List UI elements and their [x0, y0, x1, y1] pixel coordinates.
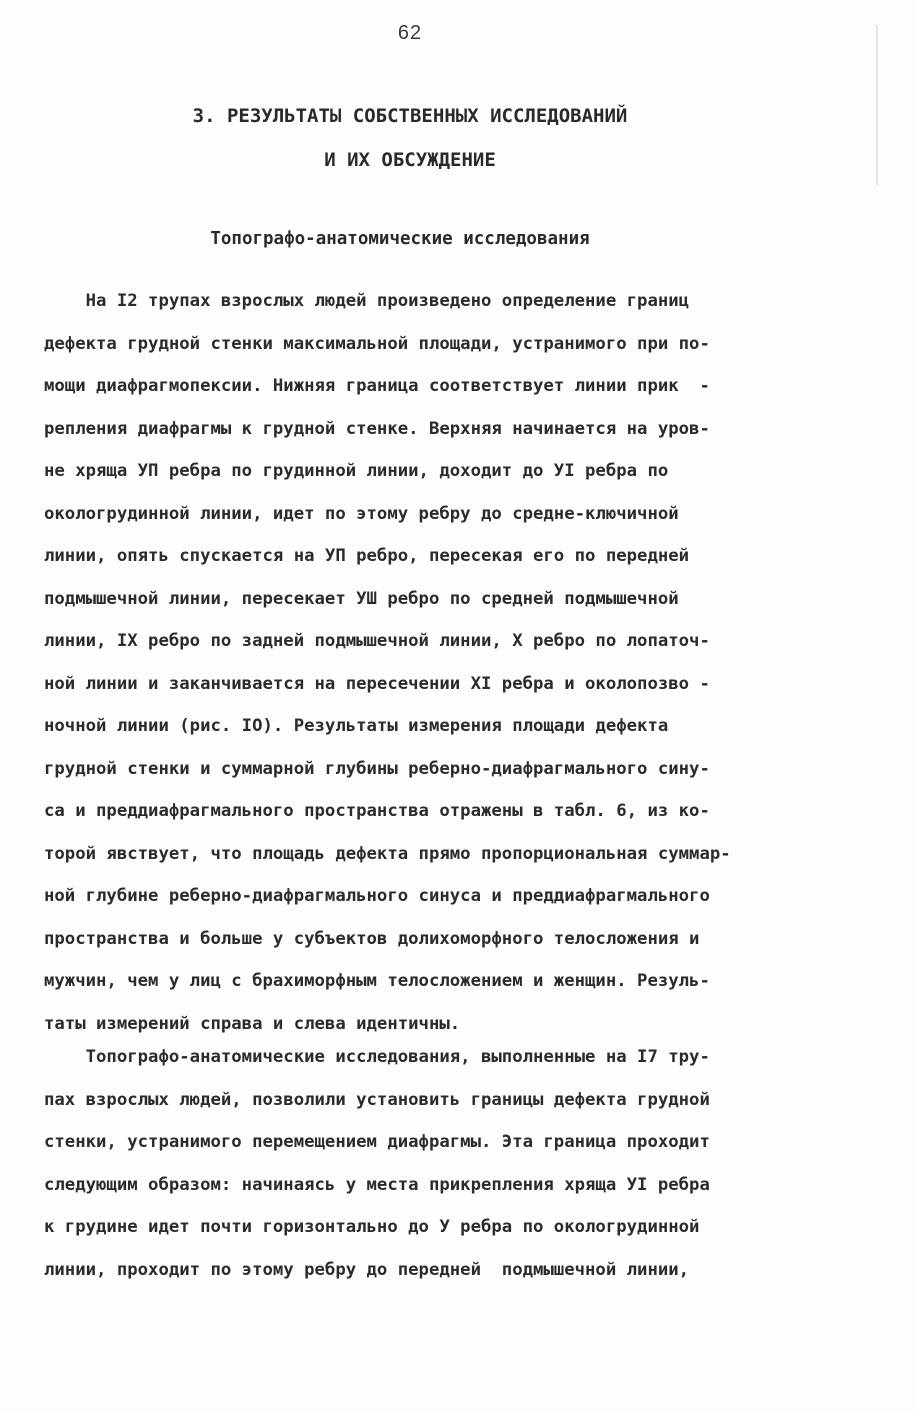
paragraph-line: ночной линии (рис. IO). Результаты измерения площади дефекта: [44, 716, 669, 736]
paragraph-line: таты измерений справа и слева идентичны.: [44, 1013, 461, 1034]
chapter-title: [0, 94, 820, 182]
paragraph-line: линии, опять спускается на УП ребро, пересекая его по передней: [44, 546, 690, 566]
paragraph-line: к грудине идет почти горизонтально до У ребра по окологрудинной: [44, 1217, 700, 1237]
paragraph-line: дефекта грудной стенки максимальной площади, устранимого при по-: [44, 333, 710, 354]
section-heading: Топографо-анатомические исследования: [210, 229, 590, 249]
paragraph-line: не хряща УП ребра по грудинной линии, доходит до УI ребра по: [44, 461, 669, 481]
scan-edge-line: [876, 25, 878, 185]
paragraph-line: окологрудинной линии, идет по этому ребру до средне-ключичной: [44, 503, 679, 524]
paragraph-line: линии, проходит по этому ребру до передней подмышечной линии,: [44, 1259, 690, 1280]
paragraph-line: Топографо-анатомические исследования, выполненные на I7 тру-: [44, 1047, 710, 1067]
paragraph-line: На I2 трупах взрослых людей произведено определение границ: [44, 291, 690, 311]
chapter-title-line-1: 3. РЕЗУЛЬТАТЫ СОБСТВЕННЫХ ИССЛЕДОВАНИЙ: [192, 105, 628, 127]
paragraph-line: ной линии и заканчивается на пересечении XI ребра и околопозво -: [44, 673, 710, 694]
page-number: 62: [397, 22, 423, 44]
paragraph-line: пах взрослых людей, позволили установить границы дефекта грудной: [44, 1089, 710, 1110]
paragraph-line: линии, IX ребро по задней подмышечной линии, X ребро по лопаточ-: [44, 631, 710, 651]
paragraph-line: грудной стенки и суммарной глубины реберно-диафрагмального сину-: [44, 758, 710, 779]
paragraph-line: следующим образом: начинаясь у места прикрепления хряща УI ребра: [44, 1174, 710, 1195]
paragraph-1: [44, 280, 864, 1045]
paragraph-line: торой явствует, что площадь дефекта прямо пропорциональная суммар-: [44, 843, 731, 864]
paragraph-line: мужчин, чем у лиц с брахиморфным телосложением и женщин. Резуль-: [44, 971, 710, 991]
paragraph-line: пространства и больше у субъектов долихоморфного телосложения и: [44, 928, 700, 949]
paragraph-line: ной глубине реберно-диафрагмального синуса и преддиафрагмального: [44, 886, 710, 906]
paragraph-line: стенки, устранимого перемещением диафрагмы. Эта граница проходит: [44, 1132, 710, 1152]
paragraph-line: репления диафрагмы к грудной стенке. Верхняя начинается на уров-: [44, 418, 710, 439]
paragraph-line: са и преддиафрагмального пространства отражены в табл. 6, из ко-: [44, 801, 710, 821]
chapter-title-line-2: И ИХ ОБСУЖДЕНИЕ: [324, 149, 496, 171]
paragraph-2: [44, 1036, 864, 1291]
paragraph-line: подмышечной линии, пересекает УШ ребро по средней подмышечной: [44, 588, 679, 609]
paragraph-line: мощи диафрагмопексии. Нижняя граница соответствует линии прик -: [44, 376, 710, 396]
